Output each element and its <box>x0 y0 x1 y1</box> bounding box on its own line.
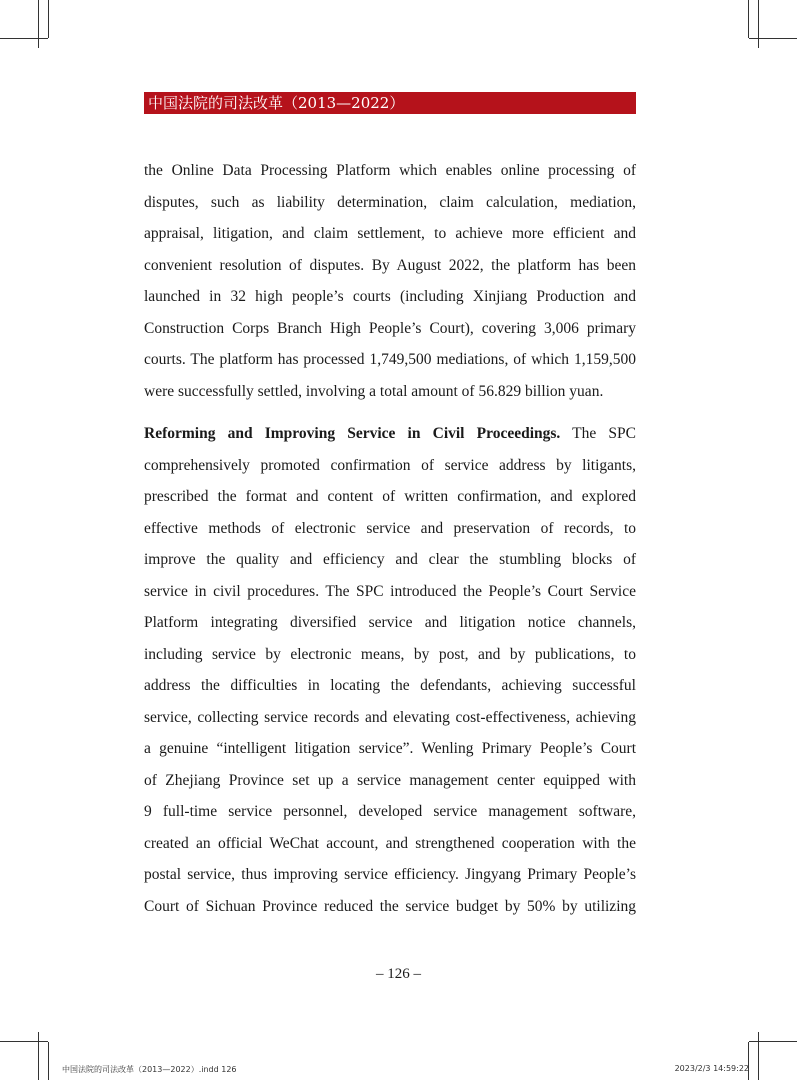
text-line: were successfully settled, involving a total amount of 56.829 billion yuan. <box>144 382 604 400</box>
crop-mark <box>758 1032 759 1080</box>
print-slug-timestamp: 2023/2/3 14:59:22 <box>674 1064 749 1073</box>
text-line: created an official WeChat account, and strengthened cooperation with the <box>144 834 636 852</box>
text-line: address the difficulties in locating the defendants, achieving successful <box>144 677 636 694</box>
text-line: including service by electronic means, by post, and by publications, to <box>144 645 636 663</box>
crop-mark <box>748 0 749 38</box>
text-line: courts. The platform has processed 1,749,500 mediations, of which 1,159,500 <box>144 351 636 368</box>
crop-mark <box>0 1041 48 1042</box>
print-slug-filename: 中国法院的司法改革（2013—2022）.indd 126 <box>62 1065 237 1074</box>
crop-mark <box>48 1042 49 1080</box>
crop-mark <box>0 38 48 39</box>
text-line: improve the quality and efficiency and clear the stumbling blocks of <box>144 551 636 568</box>
page-number: – 126 – <box>376 966 421 982</box>
crop-mark <box>38 0 39 48</box>
crop-mark <box>748 1042 749 1080</box>
text-line: service, collecting service records and elevating cost-effectiveness, achieving <box>144 708 636 726</box>
text-line <box>144 418 636 450</box>
crop-mark <box>749 1041 797 1042</box>
text-line: prescribed the format and content of written confirmation, and explored <box>144 488 636 505</box>
text-line: comprehensively promoted confirmation of service address by litigants, <box>144 456 636 474</box>
crop-mark <box>749 38 797 39</box>
body-paragraph <box>144 418 636 922</box>
text-line: Platform integrating diversified service and litigation notice channels, <box>144 614 636 631</box>
crop-mark <box>48 0 49 38</box>
text-line: launched in 32 high people’s courts (including Xinjiang Production and <box>144 288 636 305</box>
text-line: effective methods of electronic service and preservation of records, to <box>144 519 636 537</box>
text-line: Construction Corps Branch High People’s Court), covering 3,006 primary <box>144 319 636 337</box>
text-line: disputes, such as liability determination, claim calculation, mediation, <box>144 193 636 211</box>
text-line: appraisal, litigation, and claim settlement, to achieve more efficient and <box>144 225 636 242</box>
text-line: of Zhejiang Province set up a service management center equipped with <box>144 771 636 789</box>
body-paragraph <box>144 155 636 407</box>
text-line: 9 full-time service personnel, developed service management software, <box>144 803 636 820</box>
section-run-in-heading: Reforming and Improving Service in Civil Proceedings. <box>144 425 561 442</box>
text-line: convenient resolution of disputes. By August 2022, the platform has been <box>144 256 636 274</box>
running-header-title: 中国法院的司法改革（2013—2022） <box>148 94 405 112</box>
text-line: service in civil procedures. The SPC introduced the People’s Court Service <box>144 582 636 600</box>
crop-mark <box>38 1032 39 1080</box>
text-line: a genuine “intelligent litigation service”. Wenling Primary People’s Court <box>144 740 636 757</box>
text-run: The SPC <box>560 425 636 442</box>
crop-mark <box>758 0 759 48</box>
text-line: Court of Sichuan Province reduced the service budget by 50% by utilizing <box>144 897 636 915</box>
text-line: postal service, thus improving service efficiency. Jingyang Primary People’s <box>144 866 636 883</box>
text-line: the Online Data Processing Platform which enables online processing of <box>144 162 636 179</box>
